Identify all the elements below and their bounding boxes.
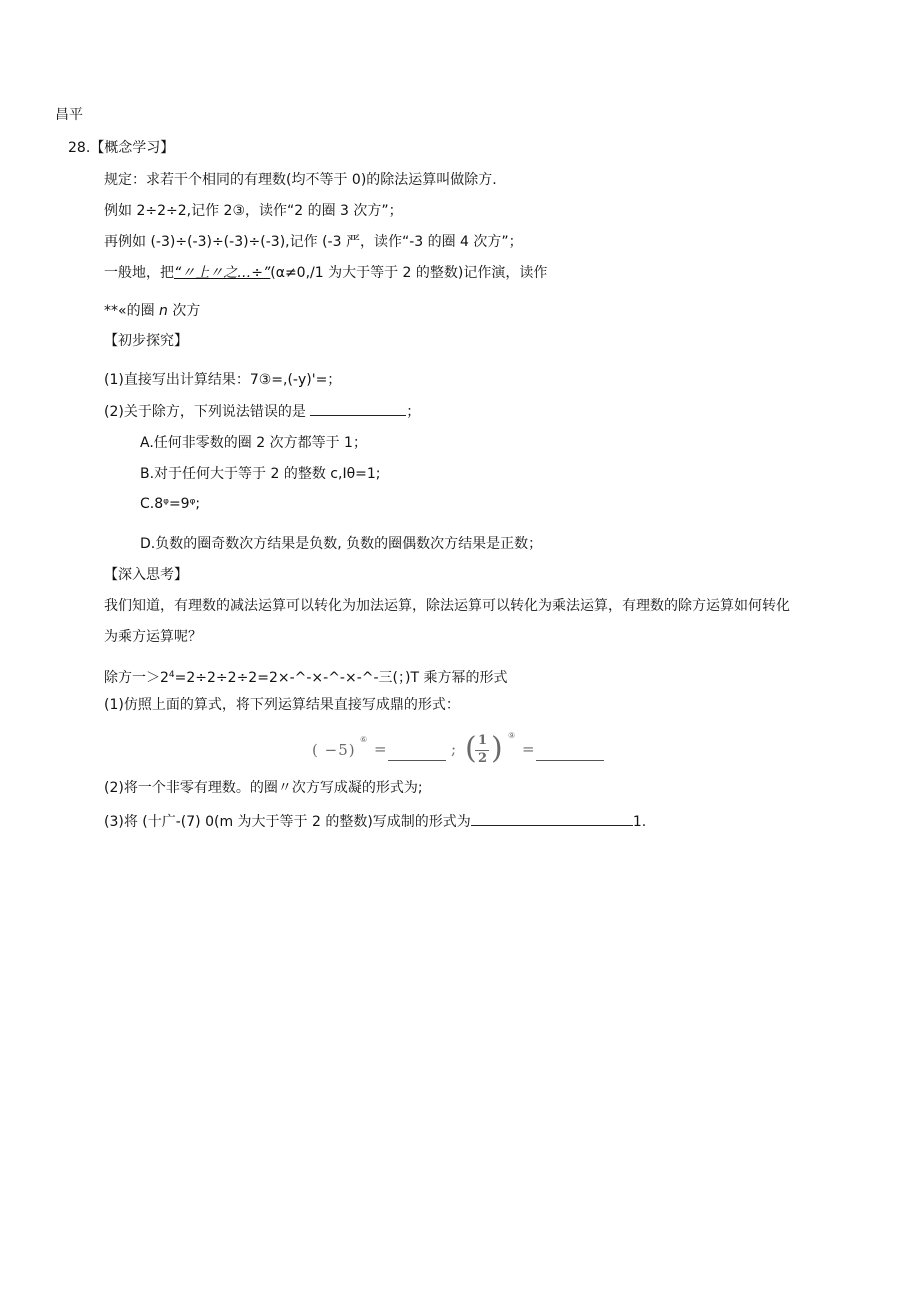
deep-question-1: (1)仿照上面的算式，将下列运算结果直接写成鼎的形式：	[104, 697, 460, 713]
formula-blank-1[interactable]	[388, 760, 446, 761]
formula-equals-2: =	[522, 740, 535, 758]
answer-blank-q3[interactable]	[471, 825, 633, 826]
division-chain	[104, 665, 507, 688]
formula-right-paren: )	[491, 731, 503, 766]
deep-question-3	[104, 812, 646, 832]
general-definition	[104, 263, 547, 283]
section-concept-learning: 【概念学习】	[90, 140, 175, 156]
formula-blank-2[interactable]	[536, 760, 604, 761]
general-text-a: 一般地，把	[104, 265, 174, 281]
definition-text: 规定：求若干个相同的有理数(均不等于 0)的除法运算叫做除方.	[104, 172, 497, 188]
problem-heading	[68, 138, 174, 158]
formula-separator: ;	[451, 740, 457, 758]
formula-right-exponent: ⑨	[508, 731, 516, 740]
section-initial-exploration: 【初步探究】	[104, 333, 188, 349]
option-c: C.8ᵠ=9ᵠ;	[140, 496, 201, 512]
deep-question-3-text: (3)将 (十广-(7) 0(m 为大于等于 2 的整数)写成制的形式为	[104, 814, 471, 830]
deep-question-3-end: 1.	[632, 814, 647, 830]
example-1-text: 例如 2÷2÷2,记作 2③，读作“2 的圈 3 次方”；	[104, 203, 403, 219]
deep-question-2: (2)将一个非零有理数。的圈〃次方写成凝的形式为;	[104, 780, 423, 796]
deep-thinking-line-2: 为乘方运算呢？	[104, 629, 202, 645]
option-a: A.任何非零数的圈 2 次方都等于 1；	[140, 435, 367, 451]
question-2	[104, 402, 420, 422]
general-expression: “〃上〃之…÷”	[174, 265, 271, 281]
formula-left-base: ( −5)	[312, 741, 356, 759]
question-2-end: ；	[406, 404, 421, 420]
option-d: D.负数的圈奇数次方结果是负数, 负数的圈偶数次方结果是正数；	[140, 536, 543, 552]
formula-left-exponent: ⑥	[360, 735, 368, 744]
question-2-text: (2)关于除方，下列说法错误的是	[104, 404, 311, 420]
problem-number: 28.	[68, 140, 91, 156]
section-deep-thinking: 【深入思考】	[104, 567, 188, 583]
general-reading-a: **«的圈	[104, 303, 160, 319]
division-chain-exponent: 4	[168, 670, 175, 680]
formula-numerator: 1	[478, 733, 488, 748]
option-b: B.对于任何大于等于 2 的整数 c,Iθ=1;	[140, 466, 381, 482]
division-chain-a: 除方一＞2	[104, 670, 169, 686]
general-reading-b: 次方	[167, 303, 201, 319]
district-label: 昌平	[55, 107, 83, 123]
division-chain-b: =2÷2÷2÷2=2×-^-×-^-×-^-三(；)T 乘方幂的形式	[174, 670, 508, 686]
general-reading-n: n	[159, 303, 168, 319]
formula-denominator: 2	[478, 751, 488, 766]
deep-thinking-line-1: 我们知道，有理数的减法运算可以转化为加法运算，除法运算可以转化为乘法运算，有理数的除方运算如何转化	[104, 598, 790, 614]
answer-blank-q2[interactable]	[310, 415, 406, 416]
formula-left-paren: (	[465, 731, 477, 766]
question-1: (1)直接写出计算结果：7③=,(-y)'=；	[104, 372, 342, 388]
formula-image	[312, 731, 607, 767]
example-2-text: 再例如 (-3)÷(-3)÷(-3)÷(-3),记作 (-3 严，读作“-3 的圈 4 次方”；	[104, 234, 523, 250]
general-reading	[104, 301, 200, 321]
formula-equals-1: =	[374, 740, 387, 758]
general-text-b: (α≠0,/1 为大于等于 2 的整数)记作演，读作	[270, 265, 548, 281]
